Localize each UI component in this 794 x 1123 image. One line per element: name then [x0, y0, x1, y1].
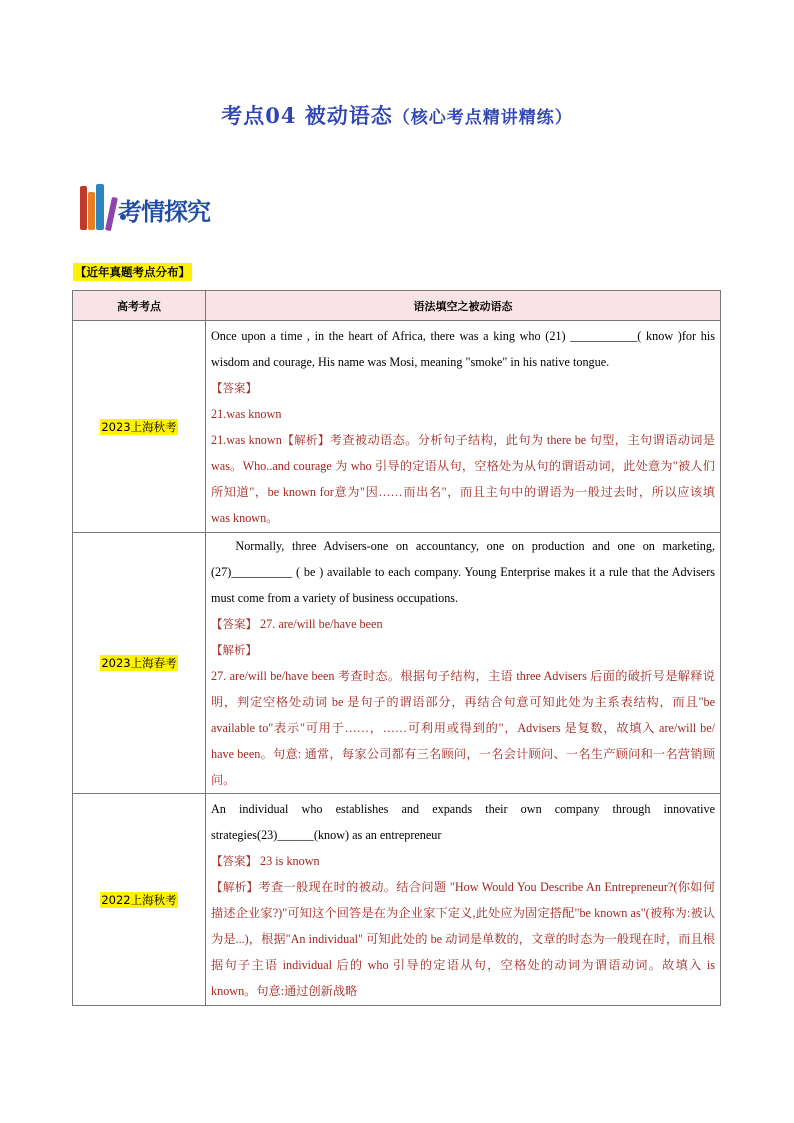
- exam-table: [72, 290, 721, 1006]
- content-cell: [206, 794, 721, 1006]
- answer-text: 21.was known: [211, 406, 282, 421]
- answer-line: [211, 611, 715, 637]
- page-title-sub: （核心考点精讲精练）: [392, 108, 573, 128]
- header-exam: 高考考点: [73, 291, 206, 321]
- exam-badge: 2022上海秋考: [101, 892, 177, 907]
- header-topic: 语法填空之被动语态: [206, 291, 721, 321]
- section-logo-text: 考情探究: [118, 198, 210, 226]
- analysis-body: 考查被动语态。分析句子结构，此句为 there be 句型，主句谓语动词是 was。Who..and courage 为 who 引导的定语从句，空格处为从句的谓语动词，此处意为"被人们所知道"，be known for意为"因……而出名"，而且主句中的谓语为一般过去时，所以应该填 was known。: [211, 432, 715, 525]
- question-text: Once upon a time , in the heart of Africa, there was a king who (21) ___________( know )for his wisdom and courage, His name was Mosi, meaning "smoke" in his native tongue.: [211, 328, 715, 369]
- content-cell: [206, 321, 721, 533]
- exam-badge: 2023上海秋考: [101, 419, 177, 434]
- exam-badge: 2023上海春考: [101, 656, 177, 670]
- analysis-body: 27. are/will be/have been 考查时态。根据句子结构，主语 three Advisers 后面的破折号是解释说明，判定空格处动词 be 是句子的谓语部分，再结合句意可知此处为主系表结构，而且"be available to"表示"可用于……，……可利用或得到的"，Advisers 是复数，故填入 are/will be/ have been。句意: 通常，每家公司都有三名顾问，一名会计顾问、一名生产顾问和一名营销顾问。: [211, 669, 715, 787]
- answer-label: 【答案】: [211, 853, 257, 868]
- analysis-text: [211, 874, 715, 1004]
- exam-cell: [73, 321, 206, 533]
- answer-text: 27. are/will be/have been: [260, 617, 383, 631]
- analysis-prefix: 21.was known: [211, 432, 282, 447]
- distribution-label: 【近年真题考点分布】: [75, 265, 190, 279]
- exam-cell: [73, 794, 206, 1006]
- content-cell: [206, 533, 721, 794]
- analysis-label: 【解析】: [281, 432, 330, 447]
- page-title-main: 考点04 被动语态: [221, 103, 393, 128]
- table-row: [73, 321, 721, 533]
- exam-cell: [73, 533, 206, 794]
- answer-label: 【答案】: [211, 617, 257, 631]
- table-header-row: [73, 291, 721, 321]
- books-icon: [78, 180, 118, 230]
- table-row: [73, 794, 721, 1006]
- table-row: [73, 533, 721, 794]
- answer-line: [211, 848, 715, 874]
- answer-text: 23 is known: [260, 853, 320, 868]
- analysis-label: 【解析】: [211, 643, 257, 657]
- analysis-body: 考查一般现在时的被动。结合问题 "How Would You Describe An Entrepreneur?(你如何描述企业家?)"可知这个回答是在为企业家下定义,此处应为固定搭配"be known as"(被称为:被认为是...)，根据"An individual" 可知此处的 be 动词是单数的，文章的时态为一般现在时，而且根据句子主语 individual 后的 who 引导的定语从句，空格处的动词为谓语动词。故填入 is known。句意:通过创新战略: [211, 879, 716, 998]
- page-title: [0, 100, 794, 130]
- answer-label: 【答案】: [211, 380, 257, 395]
- question-text: Normally, three Advisers-one on accountancy, one on production and one on marketing,(27)__________ ( be ) available to each company. Young Enterprise makes it a rule that the Advisers must come from a variety of business occupations.: [211, 539, 715, 605]
- analysis-text: [211, 427, 715, 531]
- section-logo: [78, 180, 258, 232]
- analysis-label: 【解析】: [211, 879, 259, 894]
- question-text: An individual who establishes and expands their own company through innovative strategies(23)______(know) as an entrepreneur: [211, 801, 715, 842]
